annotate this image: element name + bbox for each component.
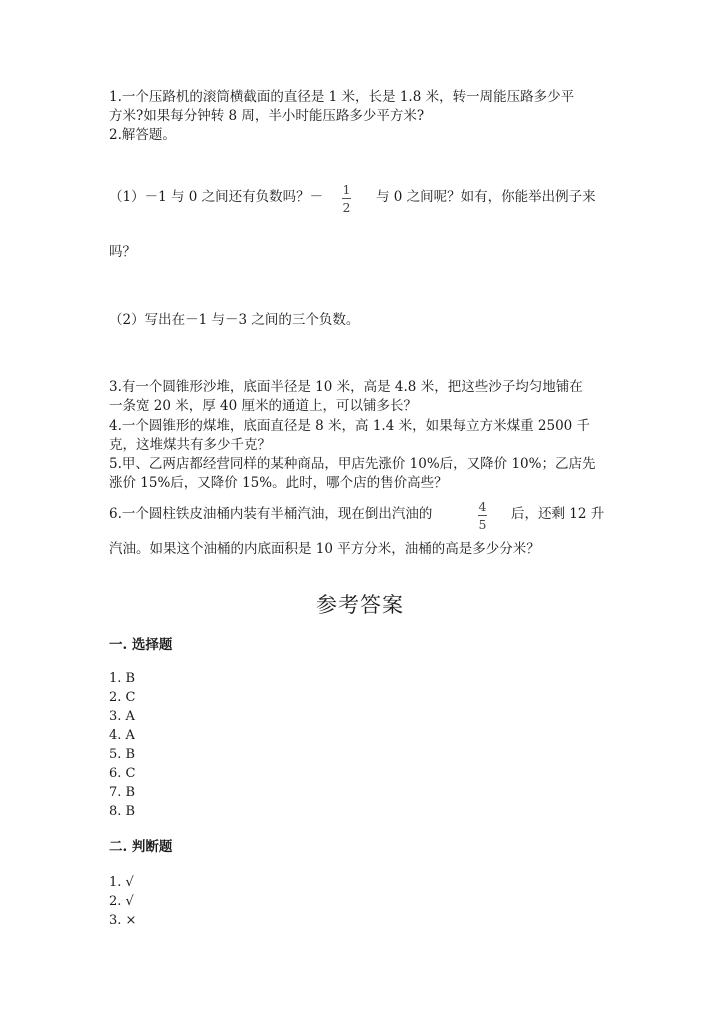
fraction-numerator: 1: [342, 182, 351, 197]
answer-item: 6. C: [109, 766, 136, 781]
question-2-title: 2.解答题。: [109, 127, 176, 143]
section-judgment-title: 二. 判断题: [109, 839, 173, 855]
question-4-line-1: 4.一个圆锥形的煤堆，底面直径是 8 米，高 1.4 米，如果每立方米煤重 2500 千: [109, 418, 591, 434]
fraction-four-fifths: [478, 500, 487, 532]
fraction-one-half: [342, 183, 351, 215]
question-2-1-line-2: 吗？: [109, 244, 136, 260]
question-2-1-text-before: （1）－1 与 0 之间还有负数吗？－: [109, 189, 324, 205]
question-6-line-2: 汽油。如果这个油桶的内底面积是 10 平方分米，油桶的高是多少分米？: [109, 541, 540, 557]
answer-item: 3. ×: [109, 913, 137, 928]
fraction-bar: [478, 515, 487, 516]
question-4-line-2: 克，这堆煤共有多少千克？: [109, 437, 271, 453]
answer-item: 2. C: [109, 690, 136, 705]
question-3-line-2: 一条宽 20 米，厚 40 厘米的通道上，可以铺多长？: [109, 398, 418, 414]
answer-item: 8. B: [109, 804, 136, 819]
question-3-line-1: 3.有一个圆锥形沙堆，底面半径是 10 米，高是 4.8 米，把这些沙子均匀地铺在: [109, 379, 583, 395]
answer-item: 3. A: [109, 709, 135, 724]
choice-answer-list: [109, 669, 135, 821]
answer-item: 4. A: [109, 728, 135, 743]
judgment-answer-list: [109, 873, 136, 930]
question-2-1-text-after: 与 0 之间呢？如有，你能举出例子来: [376, 189, 596, 205]
fraction-denominator: 5: [478, 517, 487, 532]
answer-item: 1. B: [109, 671, 136, 686]
section-choice-title: 一. 选择题: [109, 637, 173, 653]
question-1-line-1: 1.一个压路机的滚筒横截面的直径是 1 米，长是 1.8 米，转一周能压路多少平: [109, 89, 575, 105]
question-5-line-1: 5.甲、乙两店都经营同样的某种商品，甲店先涨价 10%后，又降价 10%；乙店先: [109, 456, 596, 472]
fraction-denominator: 2: [342, 200, 351, 215]
answers-title: 参考答案: [316, 593, 404, 617]
answer-item: 5. B: [109, 747, 136, 762]
answer-item: 7. B: [109, 785, 136, 800]
question-5-line-2: 涨价 15%后，又降价 15%。此时，哪个店的售价高些？: [109, 475, 448, 491]
question-6-text-before: 6.一个圆柱铁皮油桶内装有半桶汽油，现在倒出汽油的: [109, 506, 433, 522]
answer-item: 2. √: [109, 894, 134, 909]
fraction-bar: [342, 198, 351, 199]
question-1-line-2: 方米?如果每分钟转 8 周，半小时能压路多少平方米?: [109, 108, 425, 124]
question-6-text-after: 后，还剩 12 升: [511, 506, 605, 522]
question-2-2: （2）写出在－1 与－3 之间的三个负数。: [109, 312, 360, 328]
fraction-numerator: 4: [478, 499, 487, 514]
answer-item: 1. √: [109, 875, 134, 890]
